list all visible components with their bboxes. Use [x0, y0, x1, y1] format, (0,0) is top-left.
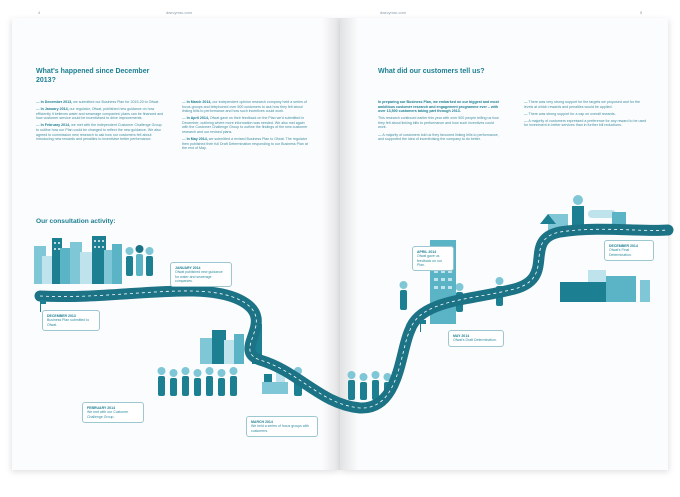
body-paragraph: This research continued earlier this year with over 500 people telling us how they felt about linking bills to performance and how such incentives could work. — [378, 116, 499, 130]
left-page-number: 4 — [38, 10, 41, 15]
left-column-1 — [36, 100, 164, 144]
callout-january-2014: JANUARY 2014 Ofwat published new guidance for water and sewerage companies. — [170, 262, 232, 287]
callout-february-2014: FEBRUARY 2014 We met with our Customer Challenge Group. — [82, 402, 144, 423]
left-column-2 — [182, 100, 310, 153]
customer-group-figures — [158, 367, 238, 396]
callout-april-2014: APRIL 2014 Ofwat gave us feedback on our Plan. — [412, 246, 454, 271]
city-buildings-left — [34, 236, 122, 284]
callout-december-2014: DECEMBER 2014 Ofwat's Final Determination. — [604, 240, 654, 261]
bullet-point: — There was very strong support for the targets we proposed and for the levels at which rewards and penalties would be applied. — [524, 100, 648, 109]
left-page-site-url: dwrcymru.com — [166, 10, 193, 15]
bullet-point: — A majority of customers expressed a preference for any reward to be used for investment in better services than in further bill reductions. — [524, 119, 648, 128]
timeline-entry: — In December 2013, we submitted our Business Plan for 2015-20 to Ofwat. — [36, 100, 164, 105]
officials-figures-january — [126, 245, 154, 276]
right-page-site-url: dwrcymru.com — [380, 10, 407, 15]
timeline-entry: — In February 2014, we met with the independent Customer Challenge Group to outline how our Plan could be changed to reflect the new guidance. We also agreed to commission new research to ask how our customers felt about introducing new rewards and penalties to incentivise better performance. — [36, 123, 164, 141]
callout-december-2013: DECEMBER 2013 Business Plan submitted to Ofwat. — [42, 310, 100, 331]
lead-paragraph: In preparing our Business Plan, we embarked on our biggest and most ambitious customer research and engagement programme ever – with over 13,500 customers taking part through 2013. — [378, 100, 499, 114]
timeline-entry: — In March 2014, our independent opinion research company held a series of focus groups and telephoned over 500 customers to ask how they felt about linking bills to performance and how such incentives could work. — [182, 100, 310, 114]
right-page-number: 5 — [640, 10, 643, 15]
left-page-heading: What's happened since December 2013? — [36, 68, 150, 84]
timeline-entry: — In April 2014, Ofwat gave us their feedback on the Plan we'd submitted in December, outlining where more information was needed. We also met again with the Customer Challenge Group to outline the findings of the new customer research and our revised plans. — [182, 116, 310, 134]
callout-march-2014: MARCH 2014 We held a series of focus groups with customers. — [246, 416, 318, 437]
callout-may-2014: MAY 2014 Ofwat's Draft Determination. — [448, 330, 504, 347]
consultation-subheading: Our consultation activity: — [36, 218, 116, 225]
right-column-1 — [378, 100, 502, 144]
bullet-point: — A majority of customers told us they favoured linking bills to performance, and supported the idea of incentivising the company to do better. — [378, 133, 502, 142]
timeline-entry: — In May 2014, we submitted a revised Business Plan to Ofwat. The regulator then published their full Draft Determination responding to our Business Plan at the end of May. — [182, 137, 310, 151]
bullet-point: — There was strong support for a cap on overall rewards. — [524, 112, 648, 117]
right-column-2 — [524, 100, 648, 130]
timeline-entry: — In January 2014, our regulator, Ofwat, published new guidance on how efficiently it believes water and sewerage companies' plans can be financed and how customer service could be incentivised to drive improvements. — [36, 107, 164, 121]
right-page-heading: What did our customers tell us? — [378, 68, 485, 75]
